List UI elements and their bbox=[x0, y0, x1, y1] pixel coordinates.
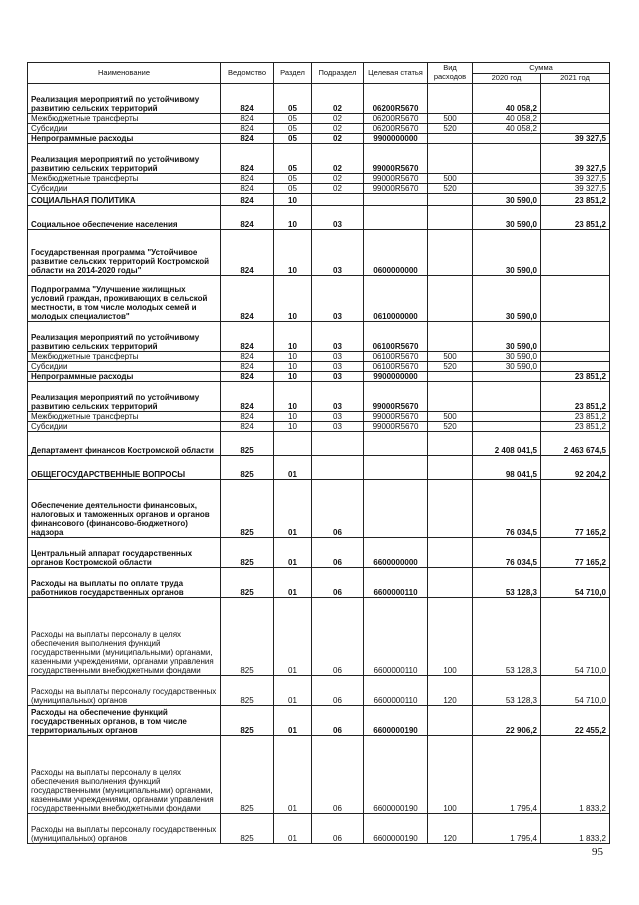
row-subsection: 03 bbox=[312, 351, 364, 361]
row-2021: 54 710,0 bbox=[541, 567, 610, 597]
row-type bbox=[428, 455, 473, 479]
row-subsection: 02 bbox=[312, 133, 364, 143]
row-subsection: 06 bbox=[312, 537, 364, 567]
row-subsection: 03 bbox=[312, 421, 364, 431]
row-target bbox=[364, 431, 428, 455]
row-target bbox=[364, 479, 428, 537]
row-2021: 23 851,2 bbox=[541, 193, 610, 205]
row-target: 06200R5670 bbox=[364, 113, 428, 123]
row-dept: 824 bbox=[221, 321, 274, 351]
row-subsection: 03 bbox=[312, 361, 364, 371]
row-section: 10 bbox=[274, 421, 312, 431]
row-subsection: 06 bbox=[312, 567, 364, 597]
row-subsection: 02 bbox=[312, 143, 364, 173]
row-name: Субсидии bbox=[28, 421, 221, 431]
row-dept: 825 bbox=[221, 813, 274, 843]
row-type: 120 bbox=[428, 675, 473, 705]
row-name: Обеспечение деятельности финансовых, налоговых и таможенных органов и органов финансового (финансово-бюджетного) надзора bbox=[28, 479, 221, 537]
row-section: 10 bbox=[274, 351, 312, 361]
row-section: 10 bbox=[274, 321, 312, 351]
row-subsection: 03 bbox=[312, 381, 364, 411]
row-2020 bbox=[473, 173, 541, 183]
row-subsection: 02 bbox=[312, 83, 364, 113]
row-target: 6600000190 bbox=[364, 735, 428, 813]
row-type bbox=[428, 229, 473, 275]
row-2020: 76 034,5 bbox=[473, 479, 541, 537]
table-row bbox=[28, 381, 610, 411]
row-name: Субсидии bbox=[28, 361, 221, 371]
row-subsection bbox=[312, 193, 364, 205]
row-subsection: 03 bbox=[312, 229, 364, 275]
table-row bbox=[28, 113, 610, 123]
row-2020: 30 590,0 bbox=[473, 229, 541, 275]
table-row bbox=[28, 229, 610, 275]
row-section: 01 bbox=[274, 813, 312, 843]
row-type: 500 bbox=[428, 173, 473, 183]
row-2020: 1 795,4 bbox=[473, 813, 541, 843]
table-row bbox=[28, 83, 610, 113]
row-subsection: 03 bbox=[312, 411, 364, 421]
row-dept: 825 bbox=[221, 537, 274, 567]
row-2021: 39 327,5 bbox=[541, 183, 610, 193]
row-type: 520 bbox=[428, 123, 473, 133]
row-type bbox=[428, 143, 473, 173]
row-2021 bbox=[541, 123, 610, 133]
row-name: Расходы на выплаты персоналу государственных (муниципальных) органов bbox=[28, 675, 221, 705]
header-sum: Сумма bbox=[473, 63, 610, 74]
row-target: 99000R5670 bbox=[364, 143, 428, 173]
table-row bbox=[28, 123, 610, 133]
header-target: Целевая статья bbox=[364, 63, 428, 84]
row-2020 bbox=[473, 143, 541, 173]
row-2020: 30 590,0 bbox=[473, 275, 541, 321]
row-section: 10 bbox=[274, 381, 312, 411]
row-2021: 2 463 674,5 bbox=[541, 431, 610, 455]
row-2020: 30 590,0 bbox=[473, 351, 541, 361]
row-target: 6600000190 bbox=[364, 705, 428, 735]
row-subsection: 06 bbox=[312, 705, 364, 735]
row-target: 99000R5670 bbox=[364, 183, 428, 193]
row-dept: 824 bbox=[221, 421, 274, 431]
row-target: 6600000110 bbox=[364, 675, 428, 705]
row-name: Центральный аппарат государственных органов Костромской области bbox=[28, 537, 221, 567]
row-type bbox=[428, 275, 473, 321]
row-dept: 824 bbox=[221, 83, 274, 113]
row-dept: 824 bbox=[221, 173, 274, 183]
row-2021 bbox=[541, 113, 610, 123]
row-dept: 824 bbox=[221, 123, 274, 133]
row-2020: 30 590,0 bbox=[473, 193, 541, 205]
row-subsection bbox=[312, 455, 364, 479]
table-row bbox=[28, 813, 610, 843]
row-2021: 39 327,5 bbox=[541, 143, 610, 173]
row-type: 520 bbox=[428, 421, 473, 431]
row-type: 500 bbox=[428, 411, 473, 421]
row-name: Подпрограмма "Улучшение жилищных условий граждан, проживающих в сельской местности, в том числе молодых семей и молодых специалистов" bbox=[28, 275, 221, 321]
row-dept: 824 bbox=[221, 113, 274, 123]
row-subsection: 06 bbox=[312, 597, 364, 675]
table-row bbox=[28, 431, 610, 455]
row-dept: 824 bbox=[221, 361, 274, 371]
row-2020: 22 906,2 bbox=[473, 705, 541, 735]
row-dept: 825 bbox=[221, 735, 274, 813]
row-section: 05 bbox=[274, 83, 312, 113]
row-2021 bbox=[541, 351, 610, 361]
table-row bbox=[28, 133, 610, 143]
row-target: 99000R5670 bbox=[364, 421, 428, 431]
row-section bbox=[274, 431, 312, 455]
row-section: 01 bbox=[274, 735, 312, 813]
row-2020: 40 058,2 bbox=[473, 123, 541, 133]
row-2020 bbox=[473, 183, 541, 193]
row-section: 01 bbox=[274, 479, 312, 537]
row-type: 520 bbox=[428, 183, 473, 193]
header-name: Наименование bbox=[28, 63, 221, 84]
row-type bbox=[428, 479, 473, 537]
table-row bbox=[28, 205, 610, 229]
row-section: 01 bbox=[274, 597, 312, 675]
row-subsection bbox=[312, 431, 364, 455]
row-target: 6600000190 bbox=[364, 813, 428, 843]
row-type: 520 bbox=[428, 361, 473, 371]
row-subsection: 02 bbox=[312, 183, 364, 193]
row-dept: 825 bbox=[221, 431, 274, 455]
table-row bbox=[28, 411, 610, 421]
table-row bbox=[28, 275, 610, 321]
row-subsection: 02 bbox=[312, 123, 364, 133]
page-number: 95 bbox=[592, 846, 603, 858]
row-section: 10 bbox=[274, 229, 312, 275]
table-row bbox=[28, 675, 610, 705]
row-name: Реализация мероприятий по устойчивому развитию сельских территорий bbox=[28, 321, 221, 351]
row-target: 9900000000 bbox=[364, 371, 428, 381]
header-2020: 2020 год bbox=[473, 74, 541, 84]
row-target: 99000R5670 bbox=[364, 173, 428, 183]
table-row bbox=[28, 351, 610, 361]
row-name: Субсидии bbox=[28, 123, 221, 133]
row-name: Социальное обеспечение населения bbox=[28, 205, 221, 229]
row-dept: 825 bbox=[221, 597, 274, 675]
row-section: 01 bbox=[274, 455, 312, 479]
row-subsection: 06 bbox=[312, 813, 364, 843]
row-dept: 824 bbox=[221, 351, 274, 361]
row-target: 9900000000 bbox=[364, 133, 428, 143]
row-target bbox=[364, 455, 428, 479]
row-2021: 54 710,0 bbox=[541, 675, 610, 705]
row-type: 500 bbox=[428, 351, 473, 361]
row-dept: 824 bbox=[221, 381, 274, 411]
row-type: 500 bbox=[428, 113, 473, 123]
row-type bbox=[428, 205, 473, 229]
row-name: Непрограммные расходы bbox=[28, 371, 221, 381]
row-type bbox=[428, 193, 473, 205]
row-2021 bbox=[541, 229, 610, 275]
table-row bbox=[28, 143, 610, 173]
table-row bbox=[28, 193, 610, 205]
row-section: 10 bbox=[274, 371, 312, 381]
row-target: 6600000110 bbox=[364, 567, 428, 597]
row-2021 bbox=[541, 361, 610, 371]
row-name: Межбюджетные трансферты bbox=[28, 173, 221, 183]
row-type bbox=[428, 705, 473, 735]
row-2021: 39 327,5 bbox=[541, 173, 610, 183]
row-name: Межбюджетные трансферты bbox=[28, 411, 221, 421]
row-name: Реализация мероприятий по устойчивому развитию сельских территорий bbox=[28, 143, 221, 173]
row-section: 05 bbox=[274, 143, 312, 173]
table-row bbox=[28, 735, 610, 813]
row-2021: 23 851,2 bbox=[541, 205, 610, 229]
row-2021: 22 455,2 bbox=[541, 705, 610, 735]
table-row bbox=[28, 567, 610, 597]
row-2020 bbox=[473, 371, 541, 381]
row-2021: 92 204,2 bbox=[541, 455, 610, 479]
row-2020 bbox=[473, 411, 541, 421]
row-target: 06200R5670 bbox=[364, 123, 428, 133]
row-target: 6600000110 bbox=[364, 597, 428, 675]
row-name: ОБЩЕГОСУДАРСТВЕННЫЕ ВОПРОСЫ bbox=[28, 455, 221, 479]
row-dept: 824 bbox=[221, 371, 274, 381]
row-section: 01 bbox=[274, 567, 312, 597]
row-dept: 824 bbox=[221, 143, 274, 173]
row-target: 06100R5670 bbox=[364, 351, 428, 361]
row-2020: 53 128,3 bbox=[473, 675, 541, 705]
header-subsection: Подраздел bbox=[312, 63, 364, 84]
row-2020: 30 590,0 bbox=[473, 321, 541, 351]
row-subsection: 03 bbox=[312, 321, 364, 351]
row-name: Субсидии bbox=[28, 183, 221, 193]
row-2020 bbox=[473, 381, 541, 411]
row-2020: 1 795,4 bbox=[473, 735, 541, 813]
row-subsection: 06 bbox=[312, 675, 364, 705]
row-target: 6600000000 bbox=[364, 537, 428, 567]
row-name: Межбюджетные трансферты bbox=[28, 351, 221, 361]
table-row bbox=[28, 173, 610, 183]
row-name: Расходы на выплаты по оплате труда работников государственных органов bbox=[28, 567, 221, 597]
row-subsection: 03 bbox=[312, 205, 364, 229]
row-name: Реализация мероприятий по устойчивому развитию сельских территорий bbox=[28, 83, 221, 113]
header-2021: 2021 год bbox=[541, 74, 610, 84]
row-target: 0600000000 bbox=[364, 229, 428, 275]
table-row bbox=[28, 421, 610, 431]
row-subsection: 03 bbox=[312, 371, 364, 381]
row-2021: 1 833,2 bbox=[541, 813, 610, 843]
row-2021: 54 710,0 bbox=[541, 597, 610, 675]
row-section: 10 bbox=[274, 193, 312, 205]
row-subsection: 06 bbox=[312, 735, 364, 813]
row-section: 10 bbox=[274, 411, 312, 421]
row-type: 100 bbox=[428, 597, 473, 675]
row-type bbox=[428, 83, 473, 113]
row-section: 10 bbox=[274, 275, 312, 321]
row-dept: 824 bbox=[221, 229, 274, 275]
row-dept: 825 bbox=[221, 567, 274, 597]
row-type bbox=[428, 371, 473, 381]
header-section: Раздел bbox=[274, 63, 312, 84]
row-section: 10 bbox=[274, 361, 312, 371]
row-target: 06100R5670 bbox=[364, 321, 428, 351]
table-row bbox=[28, 705, 610, 735]
row-dept: 824 bbox=[221, 193, 274, 205]
row-section: 05 bbox=[274, 173, 312, 183]
row-2020: 76 034,5 bbox=[473, 537, 541, 567]
row-2021: 39 327,5 bbox=[541, 133, 610, 143]
row-target bbox=[364, 205, 428, 229]
row-2021: 1 833,2 bbox=[541, 735, 610, 813]
row-2021: 77 165,2 bbox=[541, 479, 610, 537]
budget-table bbox=[27, 62, 610, 844]
row-section: 10 bbox=[274, 205, 312, 229]
row-type bbox=[428, 381, 473, 411]
row-2021: 77 165,2 bbox=[541, 537, 610, 567]
row-dept: 825 bbox=[221, 455, 274, 479]
row-dept: 824 bbox=[221, 411, 274, 421]
row-target: 99000R5670 bbox=[364, 411, 428, 421]
row-section: 05 bbox=[274, 133, 312, 143]
row-type: 100 bbox=[428, 735, 473, 813]
table-row bbox=[28, 371, 610, 381]
row-type bbox=[428, 133, 473, 143]
row-dept: 824 bbox=[221, 183, 274, 193]
row-section: 05 bbox=[274, 123, 312, 133]
row-target: 0610000000 bbox=[364, 275, 428, 321]
row-name: Расходы на обеспечение функций государственных органов, в том числе территориальных органов bbox=[28, 705, 221, 735]
row-2020: 30 590,0 bbox=[473, 205, 541, 229]
row-subsection: 03 bbox=[312, 275, 364, 321]
row-name: Межбюджетные трансферты bbox=[28, 113, 221, 123]
row-type bbox=[428, 567, 473, 597]
row-2021 bbox=[541, 321, 610, 351]
row-section: 01 bbox=[274, 675, 312, 705]
row-2020 bbox=[473, 133, 541, 143]
row-section: 05 bbox=[274, 113, 312, 123]
row-2020: 53 128,3 bbox=[473, 567, 541, 597]
table-row bbox=[28, 455, 610, 479]
row-target: 06100R5670 bbox=[364, 361, 428, 371]
row-2020: 98 041,5 bbox=[473, 455, 541, 479]
row-dept: 825 bbox=[221, 479, 274, 537]
row-type bbox=[428, 431, 473, 455]
row-subsection: 02 bbox=[312, 113, 364, 123]
row-dept: 825 bbox=[221, 705, 274, 735]
row-name: Расходы на выплаты персоналу в целях обеспечения выполнения функций государственными (муниципальными) органами, казенными учреждениями, органами управления государственными внебюджетными фондами bbox=[28, 735, 221, 813]
row-dept: 824 bbox=[221, 205, 274, 229]
row-target: 06200R5670 bbox=[364, 83, 428, 113]
row-2021: 23 851,2 bbox=[541, 411, 610, 421]
row-2021 bbox=[541, 275, 610, 321]
row-name: Государственная программа "Устойчивое развитие сельских территорий Костромской области на 2014-2020 годы" bbox=[28, 229, 221, 275]
header-dept: Ведомство bbox=[221, 63, 274, 84]
row-dept: 825 bbox=[221, 675, 274, 705]
row-2021 bbox=[541, 83, 610, 113]
table-row bbox=[28, 537, 610, 567]
row-subsection: 02 bbox=[312, 173, 364, 183]
row-2021: 23 851,2 bbox=[541, 421, 610, 431]
table-row bbox=[28, 183, 610, 193]
row-type bbox=[428, 321, 473, 351]
row-name: Непрограммные расходы bbox=[28, 133, 221, 143]
row-2020: 2 408 041,5 bbox=[473, 431, 541, 455]
table-row bbox=[28, 361, 610, 371]
row-2020: 40 058,2 bbox=[473, 113, 541, 123]
row-2021: 23 851,2 bbox=[541, 371, 610, 381]
row-2021: 23 851,2 bbox=[541, 381, 610, 411]
row-2020: 53 128,3 bbox=[473, 597, 541, 675]
row-section: 01 bbox=[274, 537, 312, 567]
header-type: Вид расходов bbox=[428, 63, 473, 84]
row-2020: 30 590,0 bbox=[473, 361, 541, 371]
row-target: 99000R5670 bbox=[364, 381, 428, 411]
row-name: Расходы на выплаты персоналу в целях обеспечения выполнения функций государственными (муниципальными) органами, казенными учреждениями, органами управления государственными внебюджетными фондами bbox=[28, 597, 221, 675]
table-row bbox=[28, 597, 610, 675]
table-row bbox=[28, 321, 610, 351]
row-name: Реализация мероприятий по устойчивому развитию сельских территорий bbox=[28, 381, 221, 411]
row-name: Расходы на выплаты персоналу государственных (муниципальных) органов bbox=[28, 813, 221, 843]
row-2020 bbox=[473, 421, 541, 431]
row-type bbox=[428, 537, 473, 567]
table-row bbox=[28, 479, 610, 537]
row-dept: 824 bbox=[221, 275, 274, 321]
row-dept: 824 bbox=[221, 133, 274, 143]
row-name: СОЦИАЛЬНАЯ ПОЛИТИКА bbox=[28, 193, 221, 205]
row-type: 120 bbox=[428, 813, 473, 843]
row-subsection: 06 bbox=[312, 479, 364, 537]
row-name: Департамент финансов Костромской области bbox=[28, 431, 221, 455]
row-2020: 40 058,2 bbox=[473, 83, 541, 113]
row-section: 01 bbox=[274, 705, 312, 735]
row-target bbox=[364, 193, 428, 205]
row-section: 05 bbox=[274, 183, 312, 193]
